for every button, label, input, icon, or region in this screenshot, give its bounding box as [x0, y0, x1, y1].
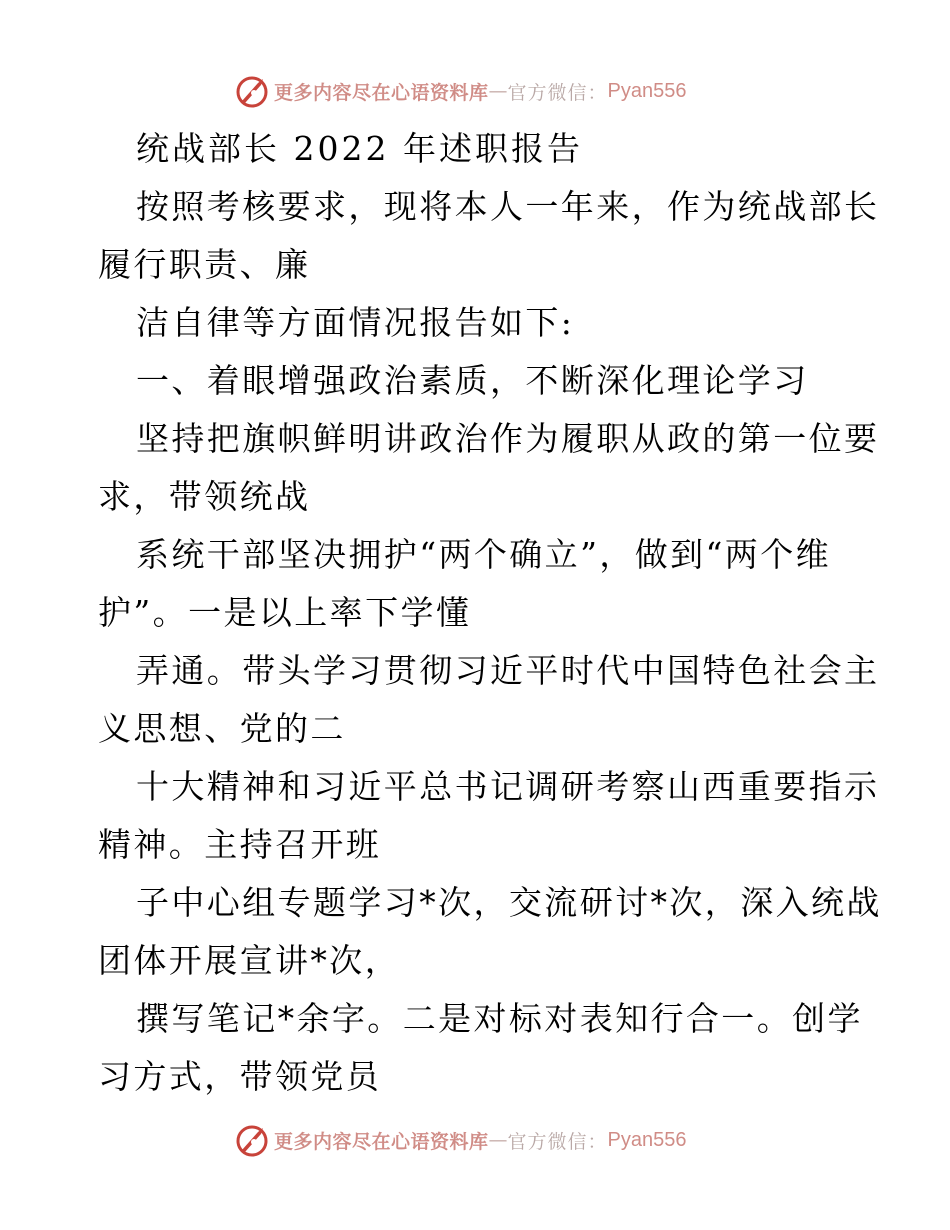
- text-line: 十大精神和习近平总书记调研考察山西重要指示: [136, 767, 880, 806]
- text-line: 洁自律等方面情况报告如下:: [136, 303, 575, 342]
- watermark-wechat-id: Pyan556: [607, 1128, 687, 1151]
- watermark-brand: 更多内容尽在心语资料库: [274, 81, 489, 104]
- text-line: 弄通。带头学习贯彻习近平时代中国特色社会主: [136, 651, 880, 690]
- document-body: [98, 120, 882, 1106]
- text-line: 精神。主持召开班: [98, 825, 382, 864]
- pen-logo-icon: [234, 1122, 270, 1158]
- text-line: 按照考核要求，现将本人一年来，作为统战部长: [136, 187, 880, 226]
- footer-watermark: [234, 1120, 687, 1160]
- text-line: 系统干部坚决拥护“两个确立”，做到“两个维: [136, 535, 832, 574]
- watermark-dash: —: [488, 1129, 508, 1151]
- text-line: 子中心组专题学习*次，交流研讨*次，深入统战: [136, 883, 882, 922]
- text-line: 团体开展宣讲*次，: [98, 941, 401, 980]
- text-line: 求，带领统战: [98, 477, 311, 516]
- watermark-official-label: 官方微信：: [507, 1130, 608, 1153]
- header-watermark: [234, 71, 687, 111]
- text-line: 坚持把旗帜鲜明讲政治作为履职从政的第一位要: [136, 419, 880, 458]
- text-line: 护”。一是以上率下学懂: [98, 593, 472, 632]
- text-line: 履行职责、廉: [98, 245, 311, 284]
- text-line: 义思想、党的二: [98, 709, 346, 748]
- section-heading: 一、着眼增强政治素质，不断深化理论学习: [136, 361, 809, 400]
- text-line: 撰写笔记*余字。二是对标对表知行合一。创学: [136, 999, 863, 1038]
- watermark-wechat-id: Pyan556: [607, 79, 687, 102]
- text-line: 习方式，带领党员: [98, 1057, 382, 1096]
- watermark-dash: —: [488, 80, 508, 102]
- watermark-official-label: 官方微信：: [507, 81, 608, 104]
- document-title: 统战部长 2022 年述职报告: [136, 129, 583, 168]
- watermark-brand: 更多内容尽在心语资料库: [274, 1130, 489, 1153]
- pen-logo-icon: [234, 73, 270, 109]
